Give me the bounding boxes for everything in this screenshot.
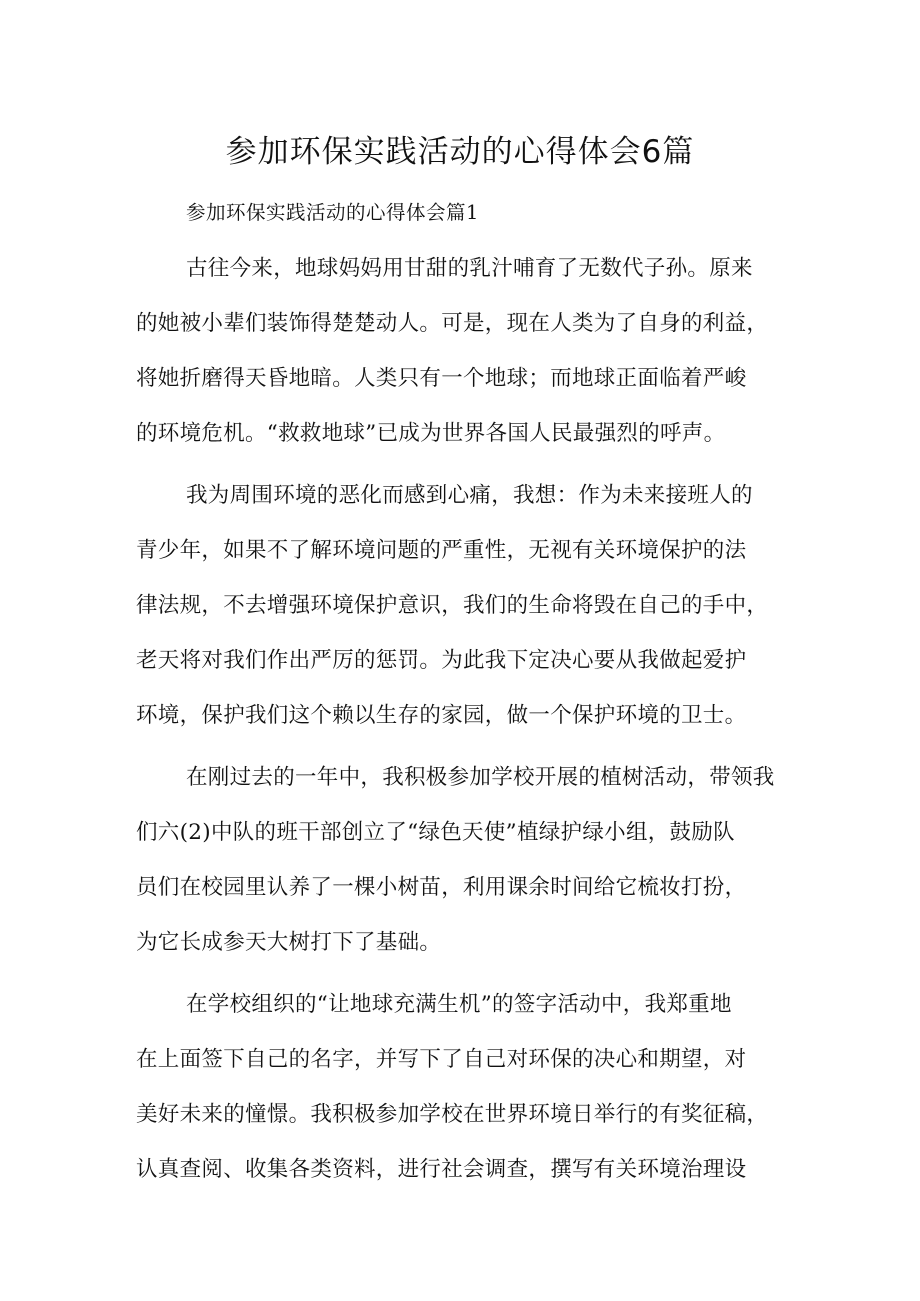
document-title: 参加环保实践活动的心得体会6篇 xyxy=(225,134,695,170)
paragraph-2-line-5: 环境，保护我们这个赖以生存的家园，做一个保护环境的卫士。 xyxy=(136,703,747,728)
section-heading: 参加环保实践活动的心得体会篇1 xyxy=(186,201,479,224)
paragraph-3-line-2: 们六(2)中队的班干部创立了“绿色天使”植绿护绿小组，鼓励队 xyxy=(136,820,735,845)
paragraph-3-line-3: 员们在校园里认养了一棵小树苗，利用课余时间给它梳妆打扮， xyxy=(136,875,747,900)
paragraph-3-line-4: 为它长成参天大树打下了基础。 xyxy=(136,930,442,955)
paragraph-2-line-3: 律法规，不去增强环境保护意识，我们的生命将毁在自己的手中， xyxy=(136,593,769,618)
paragraph-4-line-3: 美好未来的憧憬。我积极参加学校在世界环境日举行的有奖征稿， xyxy=(136,1102,769,1127)
paragraph-4-line-2: 在上面签下自己的名字，并写下了自己对环保的决心和期望，对 xyxy=(136,1047,747,1072)
paragraph-2-line-4: 老天将对我们作出严厉的惩罚。为此我下定决心要从我做起爱护 xyxy=(136,648,747,673)
paragraph-1-line-2: 的她被小辈们装饰得楚楚动人。可是，现在人类为了自身的利益， xyxy=(136,311,769,336)
paragraph-4-line-1: 在学校组织的“让地球充满生机”的签字活动中，我郑重地 xyxy=(186,992,732,1017)
paragraph-1-line-1: 古往今来，地球妈妈用甘甜的乳汁哺育了无数代子孙。原来 xyxy=(186,256,753,281)
paragraph-1-line-3: 将她折磨得天昏地暗。人类只有一个地球；而地球正面临着严峻 xyxy=(136,366,747,391)
paragraph-2-line-1: 我为周围环境的恶化而感到心痛，我想：作为未来接班人的 xyxy=(186,483,753,508)
paragraph-3-line-1: 在刚过去的一年中，我积极参加学校开展的植树活动，带领我 xyxy=(186,765,775,790)
paragraph-1-line-4: 的环境危机。“救救地球”已成为世界各国人民最强烈的呼声。 xyxy=(136,421,726,446)
paragraph-4-line-4: 认真查阅、收集各类资料，进行社会调查，撰写有关环境治理设 xyxy=(136,1157,747,1182)
paragraph-2-line-2: 青少年，如果不了解环境问题的严重性，无视有关环境保护的法 xyxy=(136,538,747,563)
